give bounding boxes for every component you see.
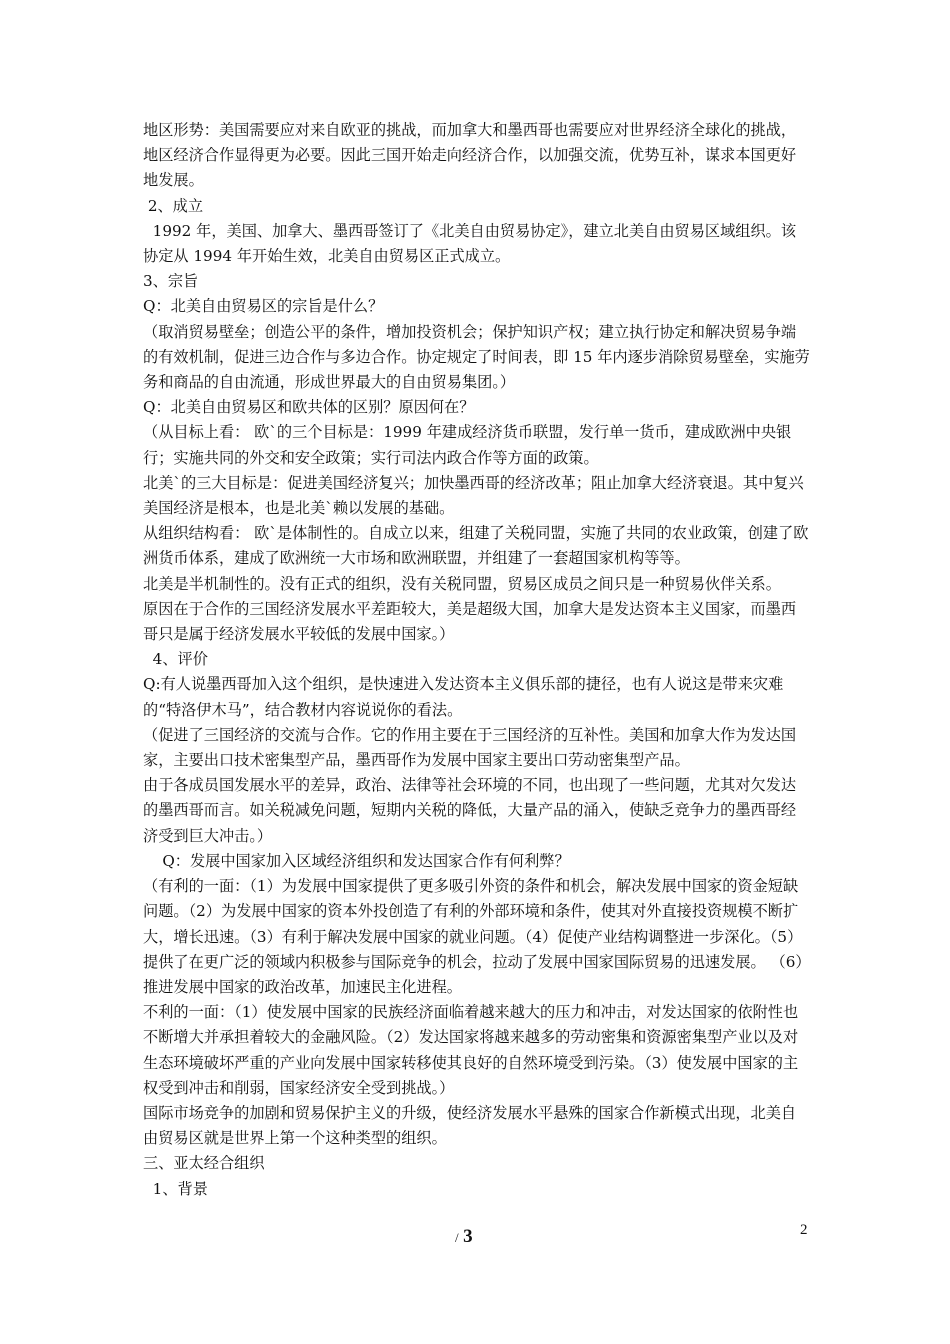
heading-apec-background: 1、背景 bbox=[143, 1179, 208, 1198]
answer-nafta-goals: 北美`的三大目标是：促进美国经济复兴；加快墨西哥的经济改革；阻止加拿大经济衰退。其中复兴美国经济是根本，也是北美`赖以发展的基础。 bbox=[143, 473, 804, 518]
heading-apec: 三、亚太经合组织 bbox=[143, 1154, 265, 1173]
question-difference: Q：北美自由贸易区和欧共体的区别？原因何在？ bbox=[143, 398, 475, 417]
answer-pros: （有利的一面：（1）为发展中国家提供了更多吸引外资的条件和机会，解决发展中国家的资金短缺问题。（2）为发展中国家的资本外投创造了有利的外部环境和条件，使其对外直接投资规模不断扩大，增长迅速。（3）有利于解决发展中国家的就业问题。（4）促使产业结构调整进一步深化。（5）提供了在更广泛的领域内积极参与国际竞争的机会，拉动了发展中国家国际贸易的迅速发展。 （6）推进发展中国家的政治改革，加速民主化进程。 bbox=[143, 877, 811, 996]
page-number: 2 bbox=[800, 1222, 808, 1238]
answer-cons: 不利的一面：（1）使发展中国家的民族经济面临着越来越大的压力和冲击，对发达国家的依附性也不断增大并承担着较大的金融风险。（2）发达国家将越来越多的劳动密集和资源密集型产业以及对生态环境破坏严重的产业向发展中国家转移使其良好的自然环境受到污染。（3）使发展中国家的主权受到冲击和削弱，国家经济安全受到挑战。） bbox=[143, 1003, 799, 1097]
answer-mexico-benefits: （促进了三国经济的交流与合作。它的作用主要在于三国经济的互补性。美国和加拿大作为发达国家，主要出口技术密集型产品，墨西哥作为发展中国家主要出口劳动密集型产品。 bbox=[143, 725, 797, 770]
page-slash: / bbox=[455, 1230, 459, 1245]
answer-eu-structure: 从组织结构看： 欧`是体制性的。自成立以来，组建了关税同盟，实施了共同的农业政策，创建了欧洲货币体系，建成了欧洲统一大市场和欧洲联盟，并组建了一套超国家机构等等。 bbox=[143, 524, 809, 568]
answer-reason: 原因在于合作的三国经济发展水平差距较大，美是超级大国，加拿大是发达资本主义国家，而墨西哥只是属于经济发展水平较低的发展中国家。） bbox=[143, 599, 797, 644]
question-mexico: Q:有人说墨西哥加入这个组织，是快速进入发达资本主义俱乐部的捷径，也有人说这是带来灾难的“特洛伊木马”，结合教材内容说说你的看法。 bbox=[143, 675, 784, 719]
document-body bbox=[143, 118, 811, 1202]
answer-nafta-structure: 北美是半机制性的。没有正式的组织，没有关税同盟，贸易区成员之间只是一种贸易伙伴关系。 bbox=[143, 574, 781, 593]
heading-evaluation: 4、评价 bbox=[143, 650, 208, 669]
question-purpose: Q：北美自由贸易区的宗旨是什么？ bbox=[143, 297, 384, 316]
question-pros-cons: Q：发展中国家加入区域经济组织和发达国家合作有何利弊？ bbox=[143, 851, 570, 870]
heading-establishment: 2、成立 bbox=[143, 196, 204, 215]
paragraph-establishment: 1992 年，美国、加拿大、墨西哥签订了《北美自由贸易协定》，建立北美自由贸易区域组织。该协定从 1994 年开始生效，北美自由贸易区正式成立。 bbox=[143, 221, 797, 266]
answer-purpose: （取消贸易壁垒；创造公平的条件，增加投资机会；保护知识产权；建立执行协定和解决贸易争端的有效机制，促进三边合作与多边合作。协定规定了时间表，即 15 年内逐步消除贸易壁垒，实施劳务和商品的自由流通，形成世界最大的自由贸易集团。） bbox=[143, 322, 810, 392]
paragraph-background-text: 地区形势：美国需要应对来自欧亚的挑战，而加拿大和墨西哥也需要应对世界经济全球化的挑战，地区经济合作显得更为必要。因此三国开始走向经济合作，以加强交流，优势互补，谋求本国更好地发展。 bbox=[143, 121, 797, 190]
page-total-indicator bbox=[455, 1226, 473, 1248]
answer-mexico-problems: 由于各成员国发展水平的差异，政治、法律等社会环境的不同，也出现了一些问题，尤其对欠发达的墨西哥而言。如关税减免问题，短期内关税的降低，大量产品的涌入，使缺乏竞争力的墨西哥经济受到巨大冲击。） bbox=[143, 776, 797, 845]
heading-purpose: 3、宗旨 bbox=[143, 272, 199, 291]
paragraph-conclusion: 国际市场竞争的加剧和贸易保护主义的升级，使经济发展水平悬殊的国家合作新模式出现，北美自由贸易区就是世界上第一个这种类型的组织。 bbox=[143, 1103, 797, 1148]
answer-eu-goals: （从目标上看： 欧`的三个目标是：1999 年建成经济货币联盟，发行单一货币，建成欧洲中央银行；实施共同的外交和安全政策；实行司法内政合作等方面的政策。 bbox=[143, 423, 792, 467]
total-pages: 3 bbox=[463, 1226, 473, 1247]
